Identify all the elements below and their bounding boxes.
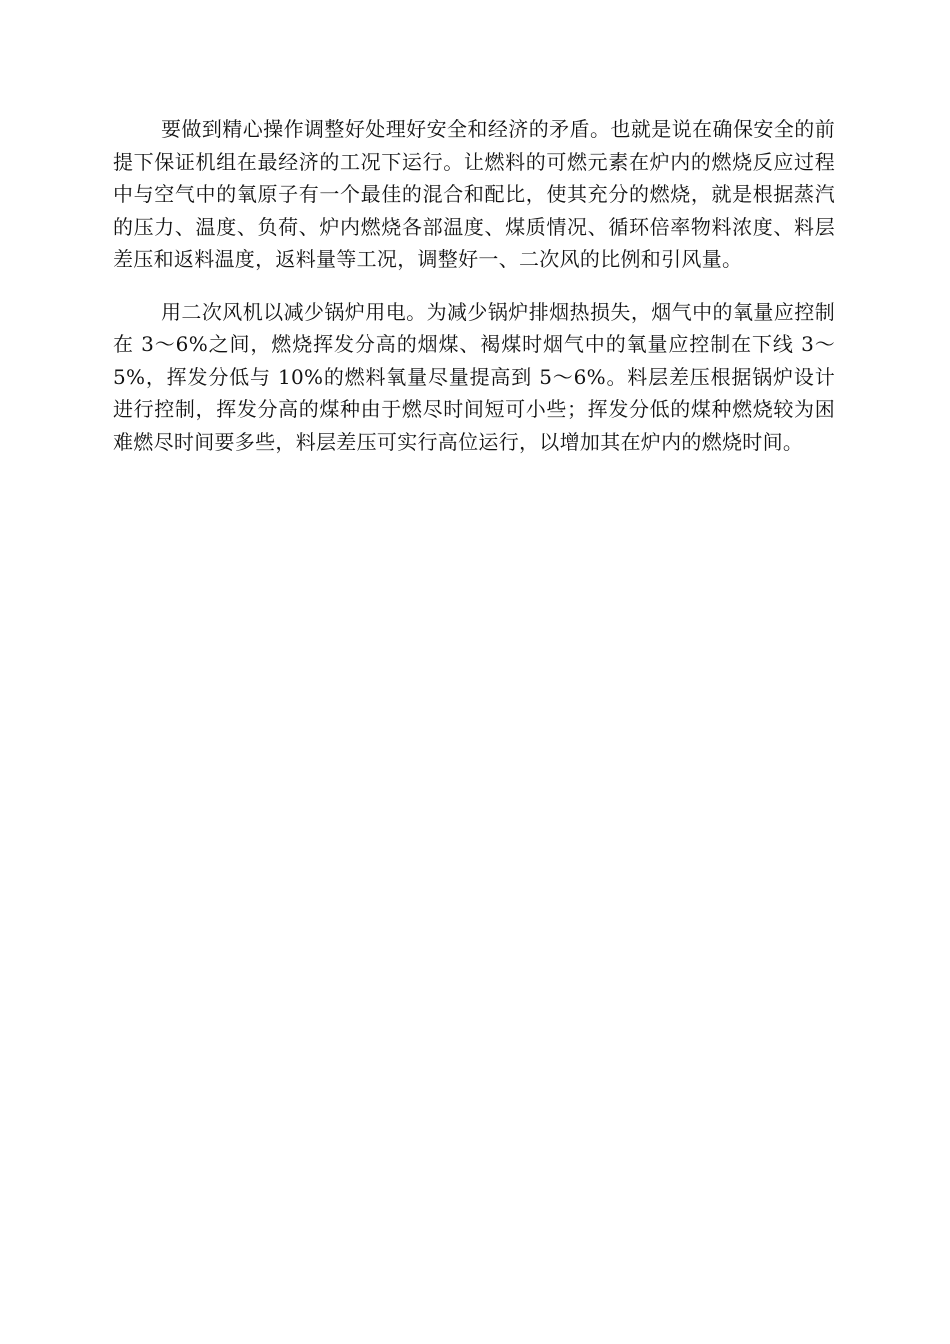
document-body [113,113,835,458]
paragraph-combustion-adjustment: 要做到精心操作调整好处理好安全和经济的矛盾。也就是说在确保安全的前提下保证机组在最经济的工况下运行。让燃料的可燃元素在炉内的燃烧反应过程中与空气中的氧原子有一个最佳的混合和配比，使其充分的燃烧，就是根据蒸汽的压力、温度、负荷、炉内燃烧各部温度、煤质情况、循环倍率物料浓度、料层差压和返料温度，返料量等工况，调整好一、二次风的比例和引风量。 [113,117,835,271]
paragraph-oxygen-control: 用二次风机以减少锅炉用电。为减少锅炉排烟热损失，烟气中的氧量应控制在 3～6%之间，燃烧挥发分高的烟煤、褐煤时烟气中的氧量应控制在下线 3～5%，挥发分低与 10%的燃料氧量尽量提高到 5～6%。料层差压根据锅炉设计进行控制，挥发分高的煤种由于燃尽时间短可小些；挥发分低的煤种燃烧较为困难燃尽时间要多些，料层差压可实行高位运行，以增加其在炉内的燃烧时间。 [113,299,835,454]
